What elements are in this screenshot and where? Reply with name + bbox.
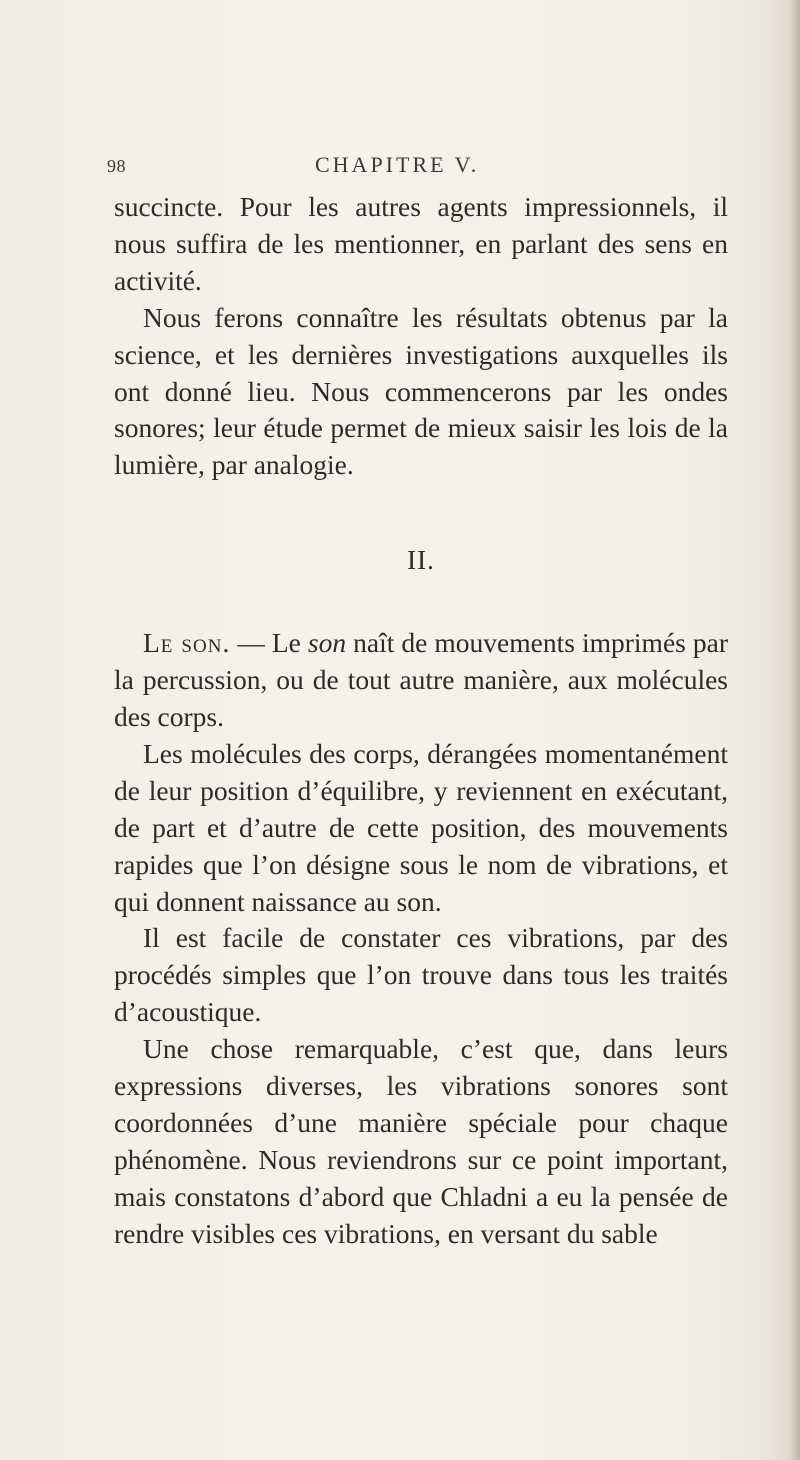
paragraph-3-rest: naît de mouvements imprimés par la percussion, ou de tout autre manière, aux molécules des corps.	[114, 627, 728, 732]
section-number: II.	[407, 545, 435, 576]
section-lead: Le son.	[143, 627, 231, 659]
paragraph-3	[114, 625, 728, 736]
paragraph-6: Une chose remarquable, c’est que, dans leurs expressions diverses, les vibrations sonores sont coordonnées d’une manière spéciale pour chaque phénomène. Nous reviendrons sur ce point important, mais constatons d’abord que Chladni a eu la pensée de rendre visibles ces vibrations, en versant du sable	[114, 1033, 728, 1249]
page-number: 98	[107, 156, 126, 176]
page-edge-shadow	[790, 0, 800, 1460]
lead-dash: — Le	[230, 627, 308, 659]
body-text	[114, 189, 728, 1253]
paragraph-1: succincte. Pour les autres agents impressionnels, il nous suffira de les mentionner, en parlant des sens en activité.	[114, 191, 728, 296]
running-head: CHAPITRE V.	[315, 152, 480, 177]
emphasized-term: son	[307, 627, 347, 659]
paragraph-5: Il est facile de constater ces vibrations, par des procédés simples que l’on trouve dans tous les traités d’acoustique.	[114, 922, 728, 1028]
paragraph-4: Les molécules des corps, dérangées momentanément de leur position d’équilibre, y reviennent en exécutant, de part et d’autre de cette position, des mouvements rapides que l’on désigne sous le nom de vibrations, et qui donnent naissance au son.	[114, 737, 728, 917]
paragraph-2: Nous ferons connaître les résultats obtenus par la science, et les dernières investigations auxquelles ils ont donné lieu. Nous commencerons par les ondes sonores; leur étude permet de mieux saisir les lois de la lumière, par analogie.	[114, 301, 728, 481]
page-header	[0, 150, 800, 190]
